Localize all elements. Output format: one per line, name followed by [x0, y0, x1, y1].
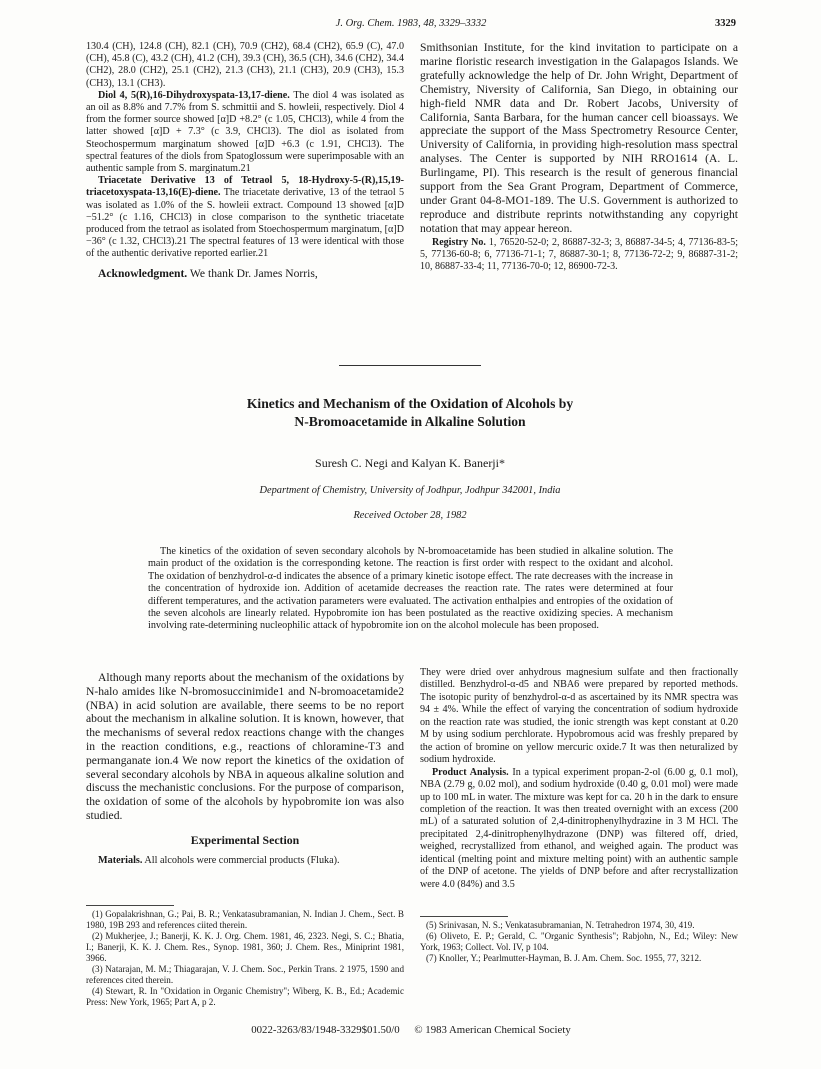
previous-article-left-column	[86, 41, 404, 281]
body-left-column	[86, 671, 404, 867]
running-header	[86, 18, 736, 34]
footnote: (5) Srinivasan, N. S.; Venkatasubramanian, N. Tetrahedron 1974, 30, 419.	[426, 920, 695, 930]
product-analysis-paragraph	[420, 767, 738, 892]
diol-heading: Diol 4, 5(R),16-Dihydroxyspata-13,17-diene.	[98, 89, 290, 101]
registry-text: 1, 76520-52-0; 2, 86887-32-3; 3, 86887-34-5; 4, 77136-83-5; 5, 77136-60-8; 6, 77136-71-1; 7, 86887-30-1; 8, 77136-72-2; 9, 86887-31-2; 10, 86887-33-4; 11, 77136-70-0; 12, 86900-72-3.	[420, 236, 738, 273]
acknowledgment-paragraph	[86, 267, 404, 281]
affiliation: Department of Chemistry, University of Jodhpur, Jodhpur 342001, India	[259, 485, 561, 496]
footnote-rule-left	[86, 905, 174, 906]
acknowledgment-heading: Acknowledgment.	[98, 266, 188, 280]
triacetate-heading: Triacetate Derivative 13 of Tetraol 5, 18-Hydroxy-5-(R),15,19-triacetoxyspata-13,16(E)-diene.	[86, 175, 404, 199]
materials-heading: Materials.	[98, 854, 143, 866]
section-heading: Experimental Section	[190, 832, 300, 847]
abstract: The kinetics of the oxidation of seven secondary alcohols by N-bromoacetamide has been studied in alkaline solution. The main product of the oxidation is the corresponding ketone. The reaction is first order with respect to the oxidant and alcohol. The oxidation of benzhydrol-α-d indicates the absence of a primary kinetic isotope effect. The rate decreases with the increase in the concentration of hydroxide ion. Addition of acetamide decreases the reaction rate. The rates were determined at four different temperatures, and the activation parameters were evaluated. The activation enthalpies and entropies of the oxidation of the seven alcohols are linearly related. Hypobromite ion has been postulated as the reactive oxidizing species. A mechanism involving rate-determining nucleophilic attack of hypobromite ion on the alcohol molecule has been proposed.	[148, 546, 673, 632]
footnote: (2) Mukherjee, J.; Banerji, K. K. J. Org. Chem. 1981, 46, 2323. Negi, S. C.; Bhatia, I.; Banerji, K. K. J. Chem. Res., Synop. 1981, 360; J. Chem. Res., Miniprint 1981, 3966.	[86, 931, 404, 963]
registry-paragraph	[420, 237, 738, 274]
body-right-column	[420, 667, 738, 891]
diol-text: The diol 4 was isolated as an oil as 8.8% and 7.7% from S. schmittii and S. howleii, respectively. Diol 4 from the former source showed [α]D +8.2° (c 1.05, CHCl3), while 4 from the latter showed [α]D + 7.3° (c 3.9, CHCl3). The diol as isolated from Steochospermum marginatum showed [α]D +6.3 (c 1.91, CHCl3). The spectral features of the diols from Spatoglossum were superimposable with an authentic sample from S. marginatum.21	[86, 89, 405, 175]
article-title	[120, 395, 700, 431]
diol-paragraph	[86, 90, 404, 175]
footnote: (1) Gopalakrishnan, G.; Pai, B. R.; Venkatasubramanian, N. Indian J. Chem., Sect. B 1980, 19B 293 and references ciited therein.	[86, 909, 404, 930]
journal-citation: J. Org. Chem. 1983, 48, 3329–3332	[335, 18, 487, 29]
footnotes-left	[86, 909, 404, 1008]
previous-article-right-column	[420, 41, 738, 273]
footnote: (3) Natarajan, M. M.; Thiagarajan, V. J. Chem. Soc., Perkin Trans. 2 1975, 1590 and references cited therein.	[86, 964, 404, 985]
materials-paragraph	[86, 855, 404, 867]
registry-heading: Registry No.	[432, 236, 486, 248]
article-separator	[339, 365, 481, 366]
triacetate-paragraph	[86, 175, 404, 260]
product-analysis-text: In a typical experiment propan-2-ol (6.00 g, 0.1 mol), NBA (2.79 g, 0.02 mol), and sodium hydroxide (0.40 g, 0.01 mol) were made up to 100 mL in water. The mixture was kept for ca. 20 h in the dark to ensure completion of the reaction. It was then treated overnight with an excess (200 mL) of a saturated solution of 2,4-dinitrophenylhydrazine in 3 M HCl. The precipitated 2,4-dinitrophenylhydrazone (DNP) was filtered off, dried, weighed, recrystallized from ethanol, and weighed again. The product was identical (melting point and mixture melting point) with an authentic sample of the DNP of acetone. The yields of DNP before and after recrystallization were 4.0 (84%) and 3.5	[420, 766, 738, 890]
footnote-rule-right	[420, 916, 508, 917]
footnote: (6) Oliveto, E. P.; Gerald, C. "Organic Synthesis"; Rabjohn, N., Ed.; Wiley: New York, 1963; Collect. Vol. IV, p 104.	[420, 931, 738, 952]
footnotes-right	[420, 920, 738, 964]
materials-continued: They were dried over anhydrous magnesium sulfate and then fractionally distilled. Benzhydrol-α-d5 and NBA6 were prepared by reported methods. The isotopic purity of benzhydrol-α-d as ascertained by its NMR spectra was 94 ± 4%. While the effect of varying the concentration of sodium hydroxide on the reaction rate was studied, the ionic strength was kept constant at 0.20 M by using sodium perchlorate. Hypobromous acid was freshly prepared by the action of bromine on yellow mercuric oxide.7 It was then neturalized by sodium hydroxide.	[420, 667, 738, 766]
received-date: Received October 28, 1982	[353, 510, 467, 521]
product-analysis-heading: Product Analysis.	[432, 766, 509, 778]
title-line-1: Kinetics and Mechanism of the Oxidation of Alcohols by	[246, 396, 574, 411]
introduction-paragraph: Although many reports about the mechanism of the oxidations by N-halo amides like N-bromosuccinimide1 and N-bromoacetamide2 (NBA) in acid solution are available, there seems to be no report about the mechanism in alkaline solution. It is known, however, that the mechanisms of several redox reactions change with the changes in the reaction conditions, e.g., reactions of chloramine-T3 and permanganate ion.4 We now report the kinetics of the oxidation of several secondary alcohols by NBA in aqueous alkaline solution and discuss the mechanistic conclusions. For the purpose of comparison, the oxidation of some of the alcohols by hypobromite ion was also studied.	[86, 671, 404, 822]
page-number: 3329	[715, 18, 736, 29]
footnote: (7) Knoller, Y.; Pearlmutter-Hayman, B. J. Am. Chem. Soc. 1955, 77, 3212.	[426, 953, 702, 963]
authors: Suresh C. Negi and Kalyan K. Banerji*	[315, 456, 505, 470]
footnote: (4) Stewart, R. In "Oxidation in Organic Chemistry"; Wiberg, K. B., Ed.; Academic Press: New York, 1965; Part A, p 2.	[86, 986, 404, 1007]
materials-text: All alcohols were commercial products (Fluka).	[144, 854, 340, 866]
acknowledgment-text: We thank Dr. James Norris,	[189, 266, 318, 280]
copyright: © 1983 American Chemical Society	[414, 1024, 571, 1036]
title-line-2: N-Bromoacetamide in Alkaline Solution	[294, 414, 526, 429]
nmr-data-continued: 130.4 (CH), 124.8 (CH), 82.1 (CH), 70.9 (CH2), 68.4 (CH2), 65.9 (C), 47.0 (CH), 45.8 (C), 43.2 (CH), 41.2 (CH), 39.3 (CH), 36.5 (CH), 34.6 (CH2), 34.4 (CH2), 28.0 (CH2), 25.1 (CH2), 21.3 (CH3), 21.1 (CH3), 20.9 (CH3), 15.3 (CH3), 13.1 (CH3).	[86, 41, 404, 89]
triacetate-text: The triacetate derivative, 13 of the tetraol 5 was isolated as 1.0% of the S. howleii extract. Compound 13 showed [α]D −51.2° (c 1.16, CHCl3) in close comparison to the synthetic triacetate produced from the tetraol as isolated from Stoechospermum marginatum, [α]D −36° (c 1.32, CHCl3).21 The spectral features of 13 were identical with those of the authentic derivative reported earlier.21	[86, 187, 404, 260]
page-footer	[86, 1024, 736, 1036]
acknowledgment-continued: Smithsonian Institute, for the kind invitation to participate on a marine floristic research investigation in the Galapagos Islands. We gratefully acknowledge the help of Dr. John Wright, Department of Chemistry, Niversity of California, San Diego, in obtaining our high-field NMR data and Dr. Robert Jacobs, University of California, Santa Barbara, for the human cancer cell bioassays. We appreciate the support of the Mass Spectrometry Resource Center, University of California, in providing high-resolution mass spectral analyses. The Center is supported by NIH RRO1614 (A. L. Burlingame, PI). This research is the result of generous financial support from the Sea Grant Program, Department of Commerce, under Grant 04-8-MO1-189. The U.S. Government is authorized to reproduce and distribute reprints notwithstanding any copyright notation that may appear hereon.	[420, 41, 738, 235]
article-code: 0022-3263/83/1948-3329$01.50/0	[251, 1024, 400, 1036]
